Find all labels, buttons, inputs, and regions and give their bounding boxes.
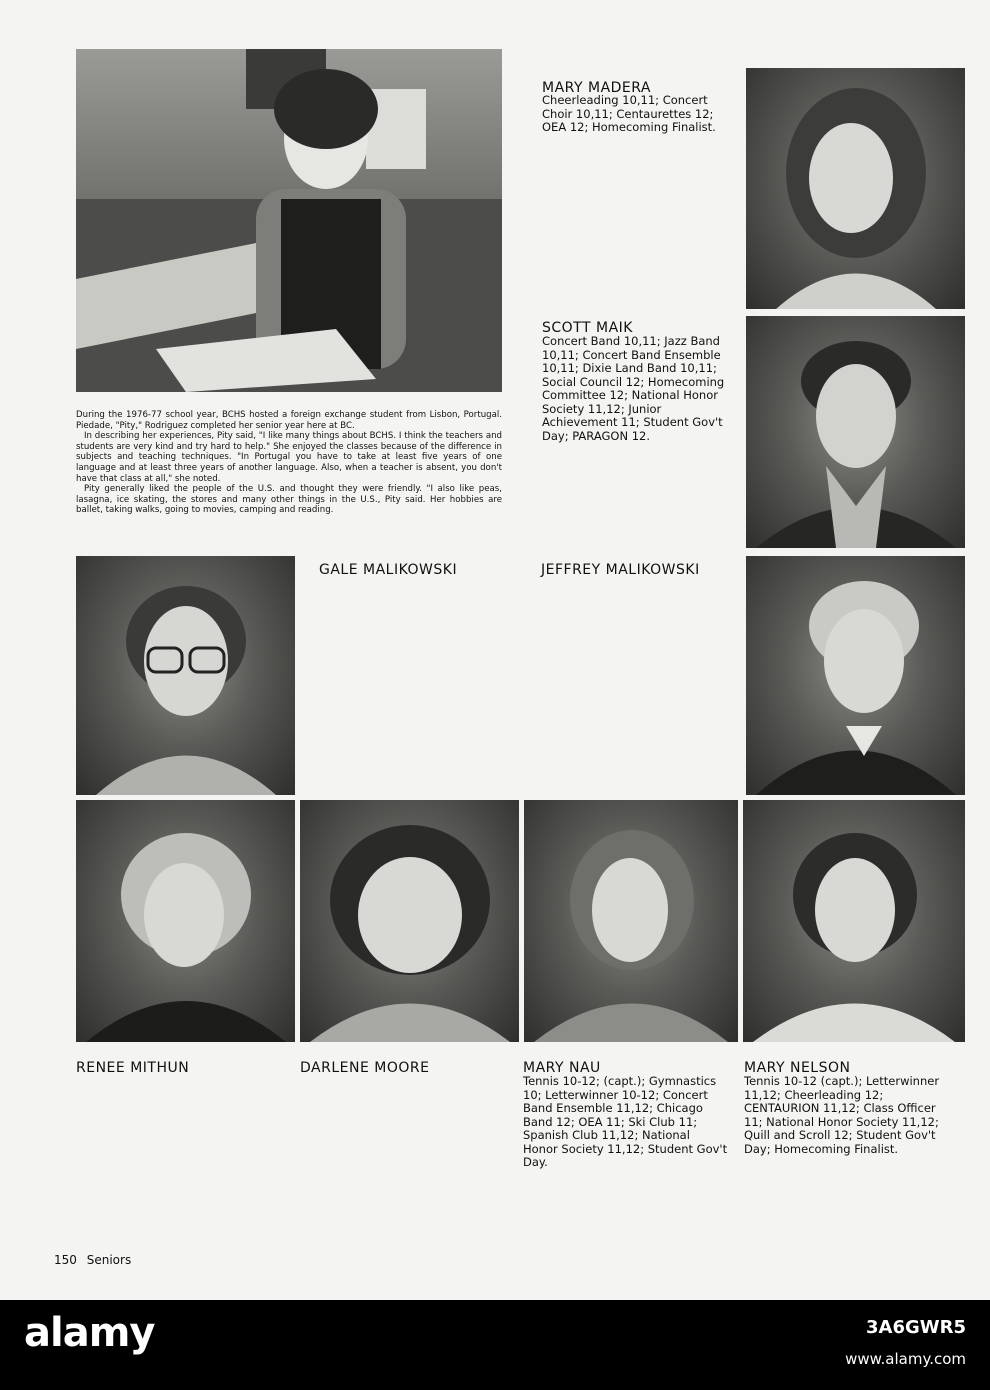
student-activities-mary-nau: Tennis 10-12; (capt.); Gymnastics 10; Letterwinner 10-12; Concert Band Ensemble 11,12; Chicago Band 12; OEA 11; Ski Club 11; Spanish Club 11,12; National Honor Society 11,12; Student Gov't Day. [523, 1074, 728, 1169]
portrait-mary-nelson [743, 800, 965, 1042]
caption-paragraph-3: Pity generally liked the people of the U.S. and thought they were friendly. "I also like peas, lasagna, ice skating, the stores and many other things in the U.S., Pity said. Her hobbies are ballet, taking walks, going to movies, camping and reading. [76, 484, 502, 516]
student-name-renee-mithun: RENEE MITHUN [76, 1060, 190, 1076]
student-activities-maik: Concert Band 10,11; Jazz Band 10,11; Concert Band Ensemble 10,11; Dixie Land Band 10,11; Social Council 12; Homecoming Committee 12; National Honor Society 11,12; Junior Achievement 11; Student Gov't Day; PARAGON 12. [542, 334, 725, 443]
portrait-maik [746, 316, 965, 548]
portrait-madera [746, 68, 965, 309]
stock-image-id: 3A6GWR5 [866, 1317, 966, 1338]
caption-paragraph-2: In describing her experiences, Pity said, "I like many things about BCHS. I think the teachers and students are very kind and try hard to help." She enjoyed the classes because of the difference in subjects and teaching techniques. "In Portugal you have to take at least five years of one language and at least three years of another language. Also, when a teacher is absent, you don't have that class at all," she noted. [76, 431, 502, 484]
portrait-mary-nau [524, 800, 738, 1042]
candid-photo-drawing [76, 49, 502, 392]
portrait-renee-mithun [76, 800, 295, 1042]
candid-photo-caption [76, 410, 502, 516]
portrait-jeffrey-malikowski [746, 556, 965, 795]
student-name-madera: MARY MADERA [542, 80, 652, 96]
section-title: Seniors [86, 1253, 132, 1267]
caption-paragraph-1: During the 1976-77 school year, BCHS hosted a foreign exchange student from Lisbon, Portugal. Piedade, "Pity," Rodriguez completed her senior year here at BC. [76, 410, 502, 431]
stock-logo: alamy [24, 1310, 155, 1356]
student-activities-mary-nelson: Tennis 10-12 (capt.); Letterwinner 11,12; Cheerleading 12; CENTAURION 11,12; Class Officer 11; National Honor Society 11,12; Quill and Scroll 12; Student Gov't Day; Homecoming Finalist. [744, 1074, 940, 1156]
student-name-darlene-moore: DARLENE MOORE [300, 1060, 430, 1076]
student-name-gale-malikowski: GALE MALIKOWSKI [319, 562, 458, 578]
page-number: 150 [54, 1253, 77, 1267]
student-name-mary-nau: MARY NAU [523, 1060, 601, 1076]
portrait-darlene-moore [300, 800, 519, 1042]
student-activities-madera: Cheerleading 10,11; Concert Choir 10,11; Centaurettes 12; OEA 12; Homecoming Finalist. [542, 93, 716, 134]
student-name-maik: SCOTT MAIK [542, 320, 633, 336]
stock-url: www.alamy.com [845, 1350, 966, 1368]
student-name-jeffrey-malikowski: JEFFREY MALIKOWSKI [541, 562, 700, 578]
page-folio [54, 1253, 137, 1267]
student-name-mary-nelson: MARY NELSON [744, 1060, 851, 1076]
candid-photo-exchange-student [76, 49, 502, 392]
portrait-gale-malikowski [76, 556, 295, 795]
